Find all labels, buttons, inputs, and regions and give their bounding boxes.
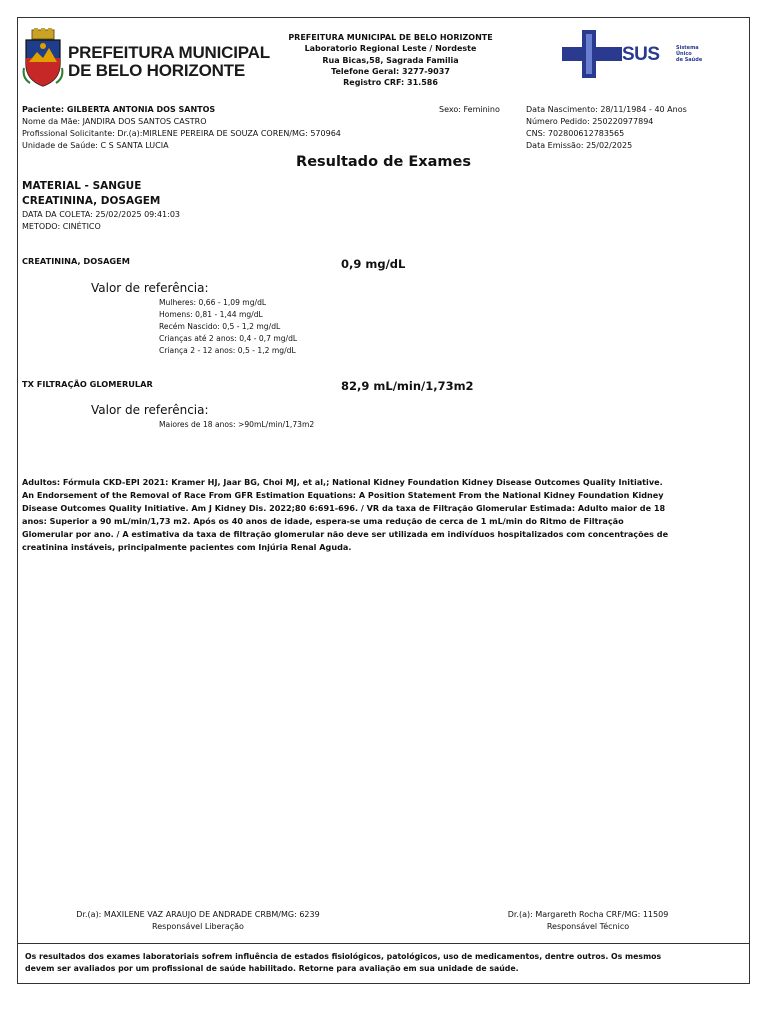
signature-right-name: Dr.(a): Margareth Rocha CRF/MG: 11509 <box>507 910 669 919</box>
footer-divider <box>18 943 749 944</box>
sus-logo <box>562 30 712 80</box>
notes-line: anos: Superior a 90 mL/min/1,73 m2. Após os 40 anos de idade, espera-se uma redução de cerca de 1 mL/min do Ritmo de Filtração <box>22 516 624 526</box>
pbh-logo <box>22 28 270 90</box>
result-value: 0,9 mg/dL <box>341 257 406 271</box>
result-label: TX FILTRAÇÃO GLOMERULAR <box>22 379 153 389</box>
collection-date: DATA DA COLETA: 25/02/2025 09:41:03 <box>22 210 180 219</box>
sus-sub-3: de Saúde <box>676 57 703 63</box>
logo-line-1: PREFEITURA MUNICIPAL <box>68 43 270 62</box>
signature-left-name: Dr.(a): MAXILENE VAZ ARAUJO DE ANDRADE CRBM/MG: 6239 <box>76 910 320 919</box>
mother-name: Nome da Mãe: JANDIRA DOS SANTOS CASTRO <box>22 117 207 126</box>
cns-number: CNS: 702800612783565 <box>526 129 625 138</box>
result-value: 82,9 mL/min/1,73m2 <box>341 379 474 393</box>
signature-right-role: Responsável Técnico <box>546 922 630 931</box>
lab-name: Laboratorio Regional Leste / Nordeste <box>304 44 477 54</box>
patient-sex: Sexo: Feminino <box>439 105 500 114</box>
sus-sub-2: Único <box>676 51 692 57</box>
footer-disclaimer <box>25 951 661 975</box>
patient-info-left <box>22 104 341 152</box>
reference-item: Homens: 0,81 - 1,44 mg/dL <box>159 310 263 319</box>
footer-line: Os resultados dos exames laboratoriais sofrem influência de estados fisiológicos, patológicos, uso de medicamentos, dentre outros. Os mesmos <box>25 952 662 961</box>
reference-item: Mulheres: 0,66 - 1,09 mg/dL <box>159 298 267 307</box>
page-title: Resultado de Exames <box>296 154 471 170</box>
reference-list <box>159 297 297 357</box>
order-number: Número Pedido: 250220977894 <box>526 117 654 126</box>
notes-line: An Endorsement of the Removal of Race From GFR Estimation Equations: A Position Statement From the National Kidney Foundation Kidney <box>22 490 664 500</box>
reference-label: Valor de referência: <box>91 281 209 295</box>
notes-line: Glomerular por ano. / A estimativa da taxa de filtração glomerular não deve ser utilizada em indivíduos hospitalizados com concentrações de <box>22 529 669 539</box>
exam-name: CREATININA, DOSAGEM <box>22 195 161 207</box>
notes-line: Disease Outcomes Quality Initiative. Am J Kidney Dis. 2022;80 6:691-696. / VR da taxa de Filtração Glomerular Estimada: Adulto maior de 18 <box>22 503 666 513</box>
logo-line-2: DE BELO HORIZONTE <box>68 61 245 80</box>
patient-name: Paciente: GILBERTA ANTONIA DOS SANTOS <box>22 105 216 114</box>
health-unit: Unidade de Saúde: C S SANTA LUCIA <box>22 141 169 150</box>
notes-paragraph <box>22 476 668 554</box>
coat-of-arms-icon <box>22 28 64 88</box>
material: MATERIAL - SANGUE <box>22 180 142 192</box>
exam-meta <box>22 209 180 233</box>
sus-subtitle <box>676 45 702 63</box>
lab-phone: Telefone Geral: 3277-9037 <box>331 66 450 76</box>
reference-item: Criança 2 - 12 anos: 0,5 - 1,2 mg/dL <box>159 346 296 355</box>
signature-right <box>438 909 738 933</box>
reference-item: Recém Nascido: 0,5 - 1,2 mg/dL <box>159 322 281 331</box>
issue-date: Data Emissão: 25/02/2025 <box>526 141 633 150</box>
result-label: CREATININA, DOSAGEM <box>22 256 130 266</box>
patient-info-right <box>526 104 687 152</box>
sus-cross-icon <box>562 30 622 78</box>
reference-list <box>159 419 314 431</box>
reference-label: Valor de referência: <box>91 403 209 417</box>
document-frame <box>17 17 750 984</box>
sus-sub-1: Sistema <box>676 45 699 51</box>
signature-left-role: Responsável Liberação <box>152 922 244 931</box>
requesting-professional: Profissional Solicitante: Dr.(a):MIRLENE PEREIRA DE SOUZA COREN/MG: 570964 <box>22 129 341 138</box>
reference-item: Crianças até 2 anos: 0,4 - 0,7 mg/dL <box>159 334 298 343</box>
exam-header <box>22 179 160 209</box>
notes-line: Adultos: Fórmula CKD-EPI 2021: Kramer HJ, Jaar BG, Choi MJ, et al,; National Kidney Foundation Kidney Disease Outcomes Quality Initiative. <box>22 477 663 487</box>
footer-line: devem ser avaliados por um profissional de saúde habilitado. Retorne para avaliação em sua unidade de saúde. <box>25 964 519 973</box>
reference-item: Maiores de 18 anos: >90mL/min/1,73m2 <box>159 420 315 429</box>
notes-line: creatinina instáveis, principalmente pacientes com Injúria Renal Aguda. <box>22 542 352 552</box>
lab-address: Rua Bicas,58, Sagrada Familia <box>322 55 459 65</box>
sus-wordmark: SUS <box>622 44 660 65</box>
org-name: PREFEITURA MUNICIPAL DE BELO HORIZONTE <box>288 33 493 42</box>
signature-left <box>48 909 348 933</box>
lab-crf: Registro CRF: 31.586 <box>343 78 438 88</box>
birth-date: Data Nascimento: 28/11/1984 - 40 Anos <box>526 105 687 114</box>
method: METODO: CINÉTICO <box>22 222 101 231</box>
lab-header <box>258 32 523 88</box>
